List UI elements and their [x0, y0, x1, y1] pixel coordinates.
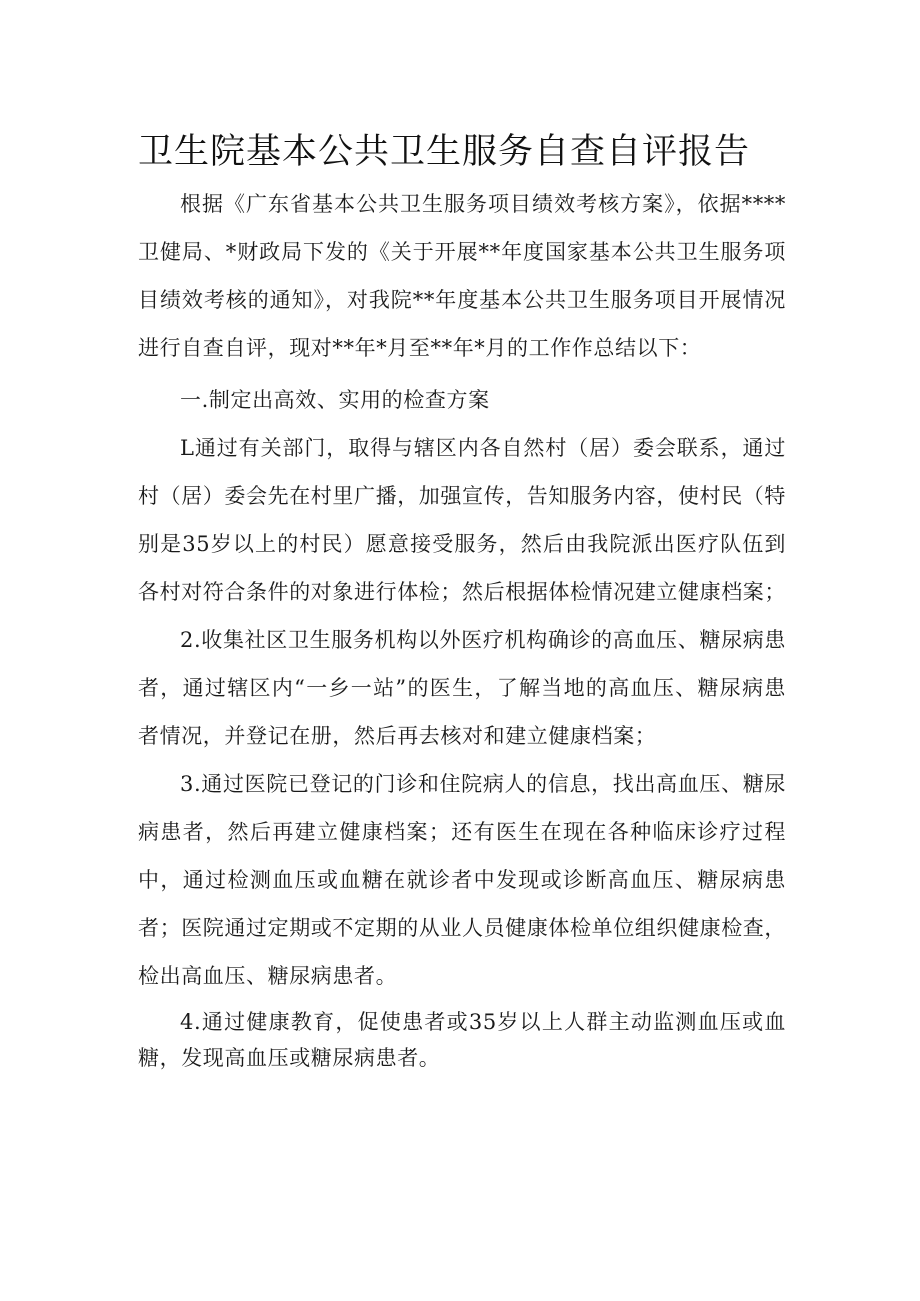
list-item-1: L通过有关部门，取得与辖区内各自然村（居）委会联系，通过村（居）委会先在村里广播，加强宣传，告知服务内容，使村民（特别是35岁以上的村民）愿意接受服务，然后由我院派出医疗队伍到各村对符合条件的对象进行体检；然后根据体检情况建立健康档案；: [138, 436, 786, 604]
intro-paragraph: 根据《广东省基本公共卫生服务项目绩效考核方案》，依据****卫健局、*财政局下发的《关于开展**年度国家基本公共卫生服务项目绩效考核的通知》，对我院**年度基本公共卫生服务项目开展情况进行自查自评，现对**年*月至**年*月的工作作总结以下：: [138, 192, 786, 360]
list-item-4: 4.通过健康教育，促使患者或35岁以上人群主动监测血压或血糖，发现高血压或糖尿病患者。: [138, 1010, 786, 1070]
document-body: [138, 180, 786, 1076]
list-item-3: 3.通过医院已登记的门诊和住院病人的信息，找出高血压、糖尿病患者，然后再建立健康档案；还有医生在现在各种临床诊疗过程中，通过检测血压或血糖在就诊者中发现或诊断高血压、糖尿病患者；医院通过定期或不定期的从业人员健康体检单位组织健康检查，检出高血压、糖尿病患者。: [138, 772, 786, 988]
document-title: 卫生院基本公共卫生服务自查自评报告: [138, 132, 751, 172]
list-item-2: 2.收集社区卫生服务机构以外医疗机构确诊的高血压、糖尿病患者，通过辖区内“一乡一站”的医生，了解当地的高血压、糖尿病患者情况，并登记在册，然后再去核对和建立健康档案；: [138, 628, 786, 748]
section-heading-1: 一.制定出高效、实用的检查方案: [180, 388, 490, 412]
